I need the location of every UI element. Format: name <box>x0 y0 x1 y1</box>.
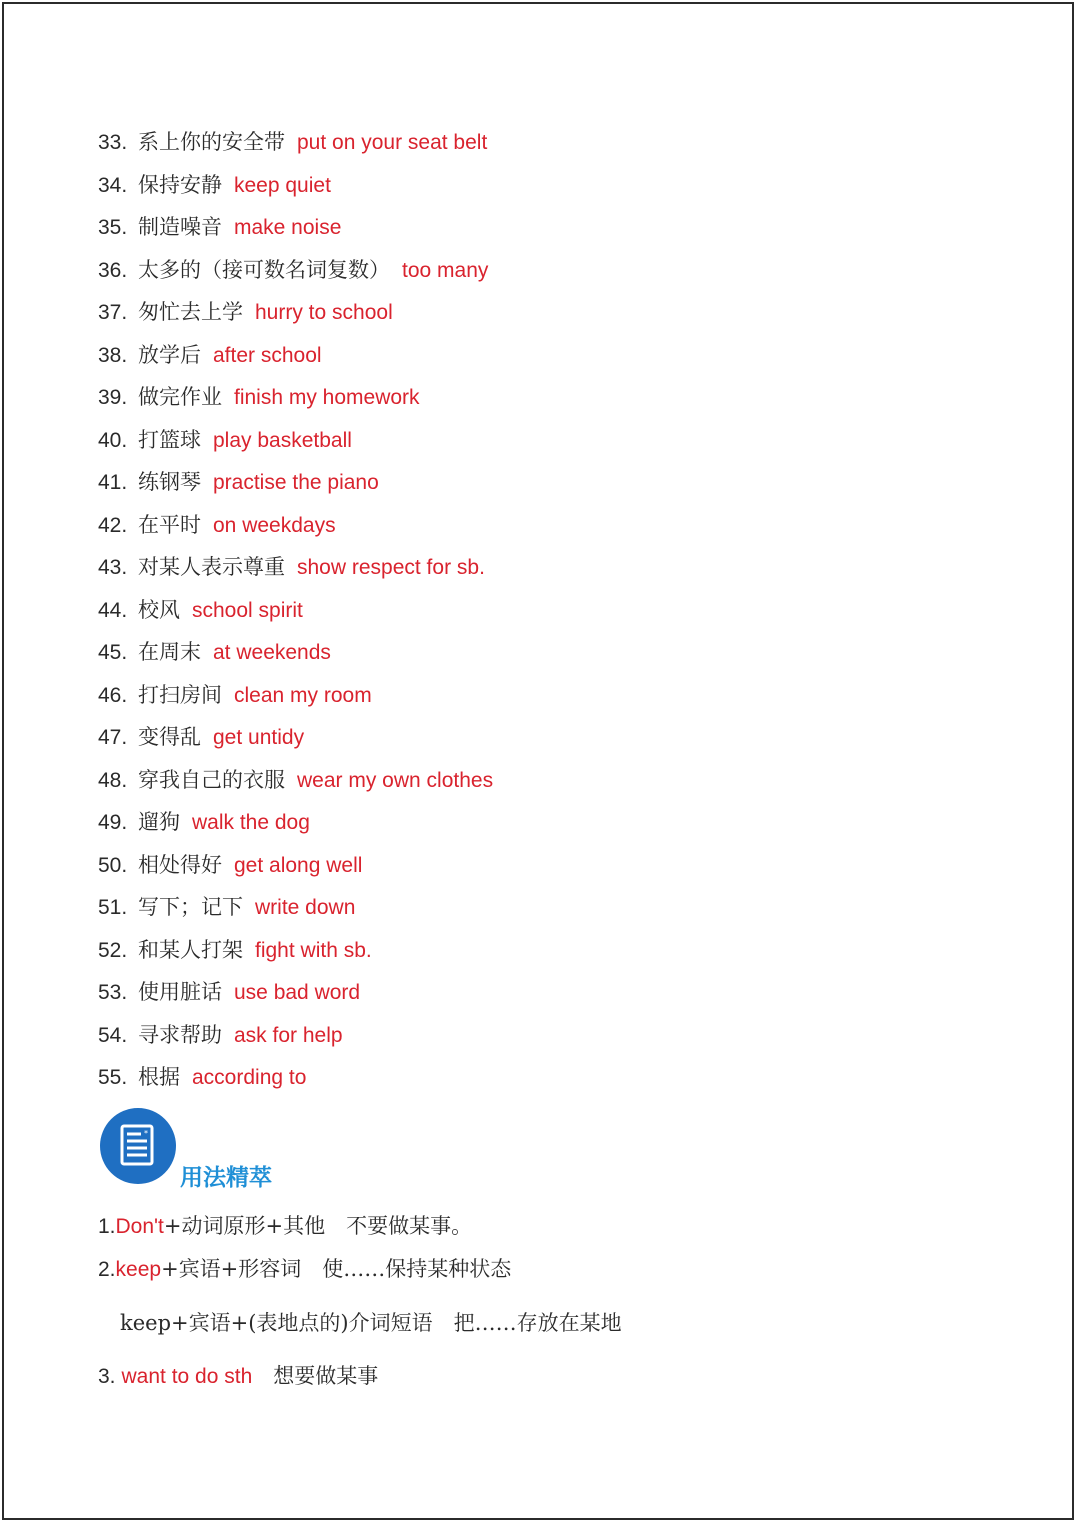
vocab-chinese: 根据 <box>138 1065 180 1089</box>
usage-line-3 <box>98 1355 378 1398</box>
vocab-number: 33. <box>98 131 128 154</box>
vocab-number: 35. <box>98 216 128 239</box>
vocab-item <box>98 546 493 589</box>
section-title: 用法精萃 <box>180 1165 272 1191</box>
vocab-chinese: 打篮球 <box>138 427 201 452</box>
vocab-item <box>98 206 493 249</box>
vocab-number: 40. <box>98 428 128 452</box>
vocab-number: 47. <box>98 726 128 749</box>
vocab-english: finish my homework <box>234 386 420 409</box>
usage-keyword: Don't <box>115 1215 164 1238</box>
vocab-chinese: 和某人打架 <box>138 937 243 962</box>
usage-line-1 <box>98 1205 472 1248</box>
vocab-item <box>98 291 493 334</box>
vocab-chinese: 写下；记下 <box>138 895 243 919</box>
vocab-number: 36. <box>98 258 128 282</box>
vocab-chinese: 保持安静 <box>138 172 222 197</box>
vocab-english: hurry to school <box>255 301 393 324</box>
vocab-english: write down <box>255 896 356 919</box>
vocab-item <box>98 376 493 419</box>
vocab-chinese: 校风 <box>138 597 180 622</box>
vocab-item <box>98 631 493 674</box>
vocab-number: 54. <box>98 1023 128 1047</box>
vocab-item <box>98 674 493 717</box>
usage-number: 1. <box>98 1215 116 1238</box>
vocab-chinese: 太多的（接可数名词复数） <box>138 257 390 282</box>
vocab-number: 49. <box>98 811 128 834</box>
vocab-number: 41. <box>98 471 128 494</box>
vocab-item <box>98 589 493 632</box>
vocabulary-list <box>98 121 493 1099</box>
vocab-english: keep quiet <box>234 173 331 197</box>
vocab-chinese: 打扫房间 <box>138 682 222 707</box>
vocab-english: clean my room <box>234 683 372 707</box>
vocab-number: 46. <box>98 683 128 707</box>
vocab-item <box>98 1056 493 1099</box>
vocab-number: 43. <box>98 556 128 579</box>
document-list-icon-glyph <box>100 1108 176 1184</box>
vocab-chinese: 遛狗 <box>138 810 180 834</box>
vocab-number: 39. <box>98 386 128 409</box>
vocab-english: put on your seat belt <box>297 131 488 154</box>
usage-text: keep+宾语+(表地点的)介词短语 把……存放在某地 <box>120 1311 622 1335</box>
vocab-english: ask for help <box>234 1023 343 1047</box>
vocab-english: fight with sb. <box>255 938 372 962</box>
vocab-english: use bad word <box>234 981 361 1004</box>
vocab-chinese: 做完作业 <box>138 385 222 409</box>
vocab-english: on weekdays <box>213 513 336 537</box>
vocab-chinese: 放学后 <box>138 342 201 367</box>
vocab-item <box>98 461 493 504</box>
vocab-number: 53. <box>98 981 128 1004</box>
vocab-number: 48. <box>98 768 128 792</box>
vocab-english: at weekends <box>213 641 331 664</box>
vocab-number: 51. <box>98 896 128 919</box>
vocab-english: walk the dog <box>192 811 310 834</box>
vocab-item <box>98 759 493 802</box>
vocab-number: 42. <box>98 513 128 537</box>
vocab-number: 45. <box>98 641 128 664</box>
vocab-item <box>98 121 493 164</box>
vocab-item <box>98 929 493 972</box>
vocab-chinese: 练钢琴 <box>138 470 201 494</box>
vocab-chinese: 在周末 <box>138 640 201 664</box>
vocab-item <box>98 971 493 1014</box>
usage-number: 2. <box>98 1258 116 1281</box>
vocab-item <box>98 419 493 462</box>
vocab-item <box>98 164 493 207</box>
vocab-english: wear my own clothes <box>297 768 494 792</box>
vocab-number: 50. <box>98 853 128 877</box>
vocab-english: according to <box>192 1066 307 1089</box>
vocab-english: practise the piano <box>213 471 379 494</box>
vocab-english: after school <box>213 343 322 367</box>
vocab-number: 38. <box>98 343 128 367</box>
vocab-english: get along well <box>234 853 363 877</box>
usage-line-2b <box>120 1302 622 1344</box>
usage-keyword: keep <box>115 1258 162 1281</box>
usage-number: 3. <box>98 1365 116 1388</box>
vocab-english: play basketball <box>213 428 352 452</box>
vocab-item <box>98 801 493 844</box>
vocab-chinese: 变得乱 <box>138 725 201 749</box>
vocab-english: get untidy <box>213 726 305 749</box>
vocab-chinese: 寻求帮助 <box>138 1022 222 1047</box>
usage-text: +动词原形+其他 不要做某事。 <box>163 1214 473 1238</box>
vocab-chinese: 使用脏话 <box>138 980 222 1004</box>
vocab-number: 55. <box>98 1066 128 1089</box>
vocab-english: too many <box>402 258 489 282</box>
vocab-chinese: 制造噪音 <box>138 215 222 239</box>
vocab-number: 34. <box>98 173 128 197</box>
document-list-icon <box>100 1108 176 1184</box>
vocab-chinese: 相处得好 <box>138 852 222 877</box>
vocab-english: school spirit <box>192 598 303 622</box>
usage-text: 想要做某事 <box>252 1364 379 1388</box>
vocab-number: 52. <box>98 938 128 962</box>
vocab-item <box>98 716 493 759</box>
vocab-chinese: 匆忙去上学 <box>138 300 243 324</box>
usage-text: +宾语+形容词 使……保持某种状态 <box>161 1257 512 1281</box>
vocab-chinese: 对某人表示尊重 <box>138 555 285 579</box>
vocab-number: 37. <box>98 301 128 324</box>
vocab-chinese: 穿我自己的衣服 <box>138 767 285 792</box>
usage-keyword: want to do sth <box>121 1365 253 1388</box>
usage-section-header <box>100 1108 400 1198</box>
vocab-chinese: 系上你的安全带 <box>138 130 285 154</box>
vocab-item <box>98 334 493 377</box>
vocab-number: 44. <box>98 598 128 622</box>
vocab-item <box>98 504 493 547</box>
vocab-item <box>98 886 493 929</box>
vocab-chinese: 在平时 <box>138 512 201 537</box>
svg-text:*: * <box>144 1129 148 1138</box>
vocab-item <box>98 1014 493 1057</box>
vocab-english: show respect for sb. <box>297 556 485 579</box>
usage-line-2 <box>98 1248 511 1291</box>
vocab-english: make noise <box>234 216 342 239</box>
vocab-item <box>98 844 493 887</box>
vocab-item <box>98 249 493 292</box>
